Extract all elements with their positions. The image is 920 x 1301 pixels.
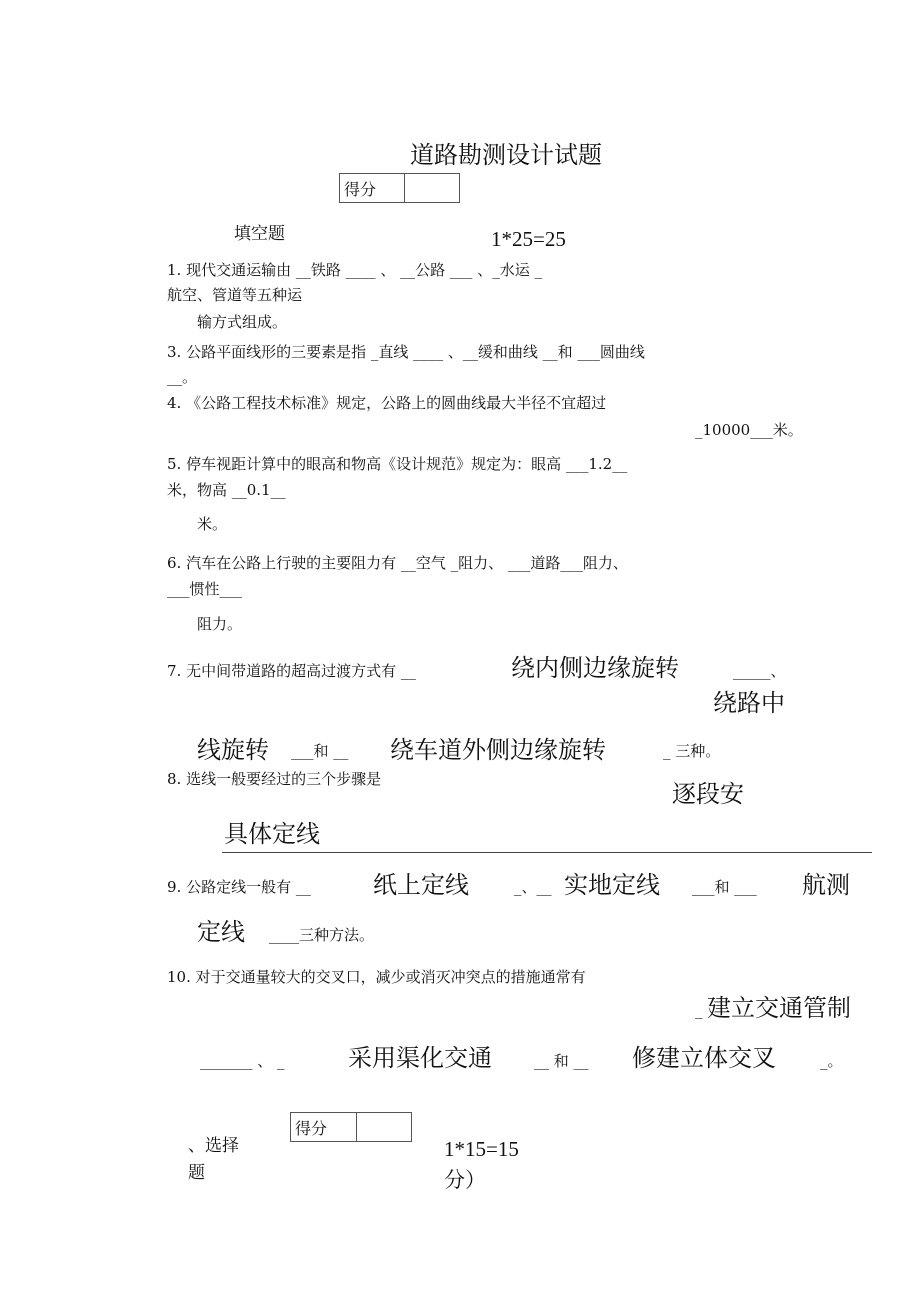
question-1-line-3: 输方式组成。	[197, 313, 288, 331]
section-points: 1*25=25	[491, 227, 566, 251]
answer-paper-alignment: 纸上定线	[373, 871, 469, 899]
question-4-line-2: _10000___米。	[695, 421, 803, 439]
score-box	[339, 173, 460, 203]
blank: _	[695, 1001, 703, 1019]
question-4-line-1: 4. 《公路工程技术标准》规定，公路上的圆曲线最大半径不宜超过	[167, 394, 607, 412]
question-6-line-2: ___惯性___	[167, 580, 243, 598]
answer-interchange: 修建立体交叉	[632, 1044, 776, 1072]
section-points-line-1: 1*15=15	[444, 1137, 519, 1161]
question-5-line-1: 5. 停车视距计算中的眼高和物高《设计规范》规定为：眼高 ___1.2__	[167, 455, 628, 473]
question-3-line-2: __。	[167, 368, 198, 386]
blank: _______ 、 _	[200, 1052, 285, 1070]
question-10-end: _。	[820, 1052, 843, 1070]
question-5-line-3: 米。	[197, 515, 228, 533]
section-heading-choice-line-1: 、选择	[188, 1136, 239, 1156]
score-label: 得分	[291, 1113, 357, 1141]
section-heading-choice-line-2: 题	[188, 1163, 205, 1183]
section-heading-fill-blank: 填空题	[234, 224, 285, 244]
blank: _____、	[733, 662, 786, 680]
score-value-cell	[357, 1113, 411, 1141]
connector: ___和 __	[291, 742, 349, 760]
answer-aerial-alignment-part-2: 定线	[197, 918, 245, 946]
section-points-line-2: 分）	[444, 1168, 486, 1192]
answer-centerline-rotation-part-2: 线旋转	[197, 736, 269, 764]
answer-specific-alignment: 具体定线	[224, 820, 320, 848]
question-6-line-1: 6. 汽车在公路上行驶的主要阻力有 __空气 _阻力、 ___道路___阻力、	[167, 554, 628, 572]
score-value-cell	[405, 174, 459, 202]
question-10-line-1: 10. 对于交通量较大的交叉口，减少或消灭冲突点的措施通常有	[167, 968, 586, 986]
question-1-line-1: 1. 现代交通运输由 __铁路 ____ 、 __公路 ___ 、_水运 _	[167, 261, 542, 279]
connector: __ 和 __	[534, 1052, 589, 1070]
separator: _、__	[514, 878, 552, 896]
connector: ___和 ___	[692, 878, 757, 896]
question-1-line-2: 航空、管道等五种运	[167, 286, 303, 304]
answer-inner-edge-rotation: 绕内侧边缘旋转	[511, 654, 679, 682]
question-9-line-1: 9. 公路定线一般有 __	[167, 878, 311, 896]
question-8-line-1: 8. 选线一般要经过的三个步骤是	[167, 770, 382, 788]
question-9-end: ____三种方法。	[269, 926, 375, 944]
answer-traffic-control: 建立交通管制	[707, 994, 851, 1022]
score-label: 得分	[340, 174, 405, 202]
answer-field-alignment: 实地定线	[564, 871, 660, 899]
question-3-line-1: 3. 公路平面线形的三要素是指 _直线 ____ 、__缓和曲线 __和 ___圆曲线	[167, 343, 645, 361]
score-box	[290, 1112, 412, 1142]
document-title: 道路勘测设计试题	[410, 141, 602, 169]
answer-channelization: 采用渠化交通	[348, 1044, 492, 1072]
answer-aerial-alignment-part-1: 航测	[802, 871, 850, 899]
answer-underline	[222, 852, 872, 853]
answer-outer-edge-rotation: 绕车道外侧边缘旋转	[390, 736, 606, 764]
question-7-end: _ 三种。	[663, 742, 721, 760]
blank-line: ______________________________________________	[172, 701, 563, 716]
answer-segment-layout: 逐段安	[672, 780, 744, 808]
question-7-line-1: 7. 无中间带道路的超高过渡方式有 __	[167, 662, 416, 680]
question-6-line-3: 阻力。	[197, 615, 243, 633]
question-5-line-2: 米，物高 __0.1__	[167, 481, 286, 499]
answer-centerline-rotation-part-1: 绕路中	[713, 689, 785, 717]
